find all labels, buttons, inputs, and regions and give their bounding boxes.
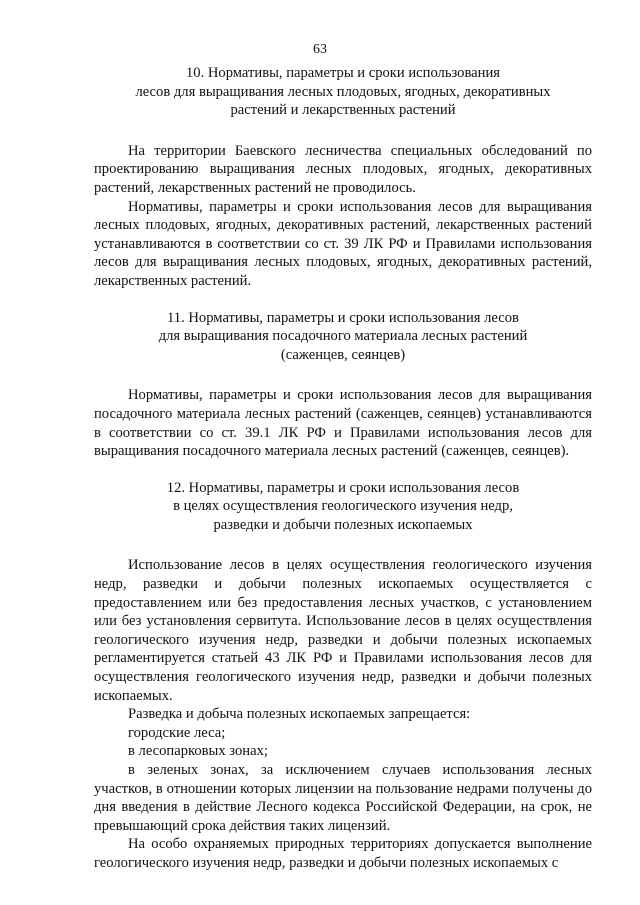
list-item: в зеленых зонах, за исключением случаев использования лесных участков, в отношении которых лицензии на пользование недрами получены до дня введения в действие Лесного кодекса Российской Федерации, на срок, не превышающий срока действия таких лицензий. <box>94 762 592 834</box>
section-10-heading <box>94 64 592 120</box>
paragraph: На особо охраняемых природных территориях допускается выполнение геологического изучения недр, разведки и добычи полезных ископаемых с <box>94 836 592 871</box>
paragraph: Нормативы, параметры и сроки использования лесов для выращивания посадочного материала лесных растений (саженцев, сеянцев) устанавливаются в соответствии со ст. 39.1 ЛК РФ и Правилами использования лесов для выращивания посадочного материала лесных растений (саженцев, сеянцев). <box>94 387 592 460</box>
paragraph: Разведка и добыча полезных ископаемых запрещается: <box>128 706 471 723</box>
section-heading-line: лесов для выращивания лесных плодовых, ягодных, декоративных <box>135 83 551 100</box>
section-heading-line: для выращивания посадочного материала лесных растений <box>158 328 528 345</box>
section-heading-line: разведки и добычи полезных ископаемых <box>213 516 473 533</box>
paragraph: Нормативы, параметры и сроки использования лесов для выращивания лесных плодовых, ягодных, декоративных растений, лекарственных растений устанавливаются в соответствии со ст. 39 ЛК РФ и Правилами использования лесов для выращивания лесных плодовых, ягодных, декоративных растений, лекарственных растений. <box>94 198 592 289</box>
page-content <box>94 64 592 873</box>
section-heading-line: растений и лекарственных растений <box>230 102 456 119</box>
section-12-heading <box>94 479 592 535</box>
section-heading-line: (саженцев, сеянцев) <box>280 346 406 363</box>
section-11-heading <box>94 309 592 365</box>
section-heading-line: 11. Нормативы, параметры и сроки использования лесов <box>167 309 519 326</box>
page-number: 63 <box>313 42 327 57</box>
list-item: городские леса; <box>128 724 226 741</box>
section-heading-line: в целях осуществления геологического изучения недр, <box>173 498 513 515</box>
section-heading-line: 12. Нормативы, параметры и сроки использования лесов <box>166 479 520 496</box>
paragraph: На территории Баевского лесничества специальных обследований по проектированию выращивания лесных плодовых, ягодных, декоративных растений, лекарственных растений не проводилось. <box>94 142 592 196</box>
paragraph: Использование лесов в целях осуществления геологического изучения недр, разведки и добычи полезных ископаемых осуществляется с предоставлением или без предоставления лесных участков, с установлением или без установления сервитута. Использование лесов в целях осуществления геологического изучения недр, разведки и добычи полезных ископаемых регламентируется статьей 43 ЛК РФ и Правилами использования лесов для осуществления геологического изучения недр, разведки и добычи полезных ископаемых. <box>94 557 592 704</box>
list-item: в лесопарковых зонах; <box>128 743 268 760</box>
section-heading-line: 10. Нормативы, параметры и сроки использования <box>185 65 500 81</box>
